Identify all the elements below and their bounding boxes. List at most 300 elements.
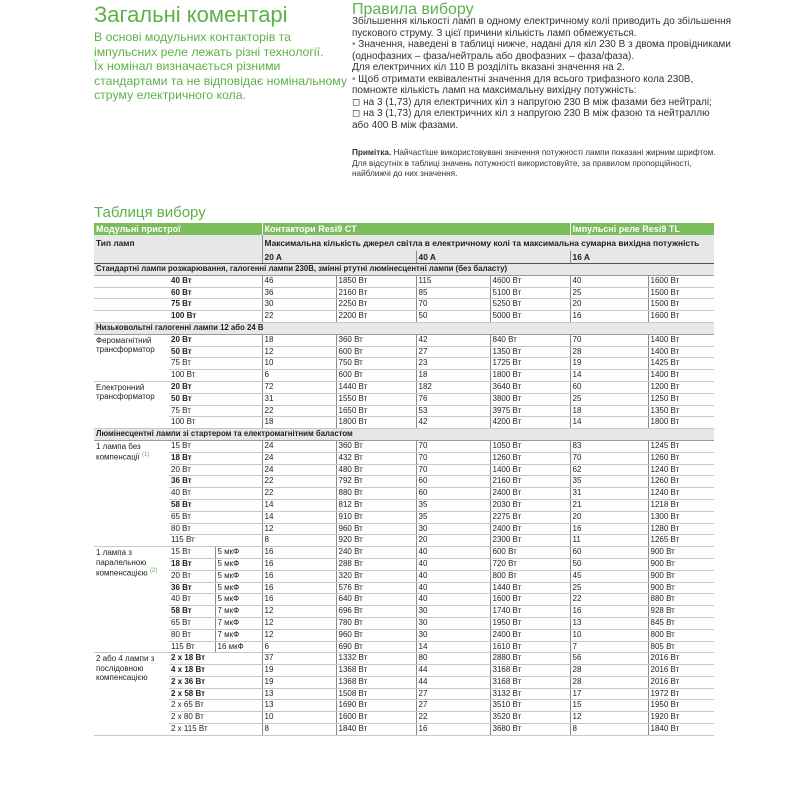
capacitor-value bbox=[215, 334, 262, 346]
lamp-power: 2 x 58 Вт bbox=[169, 688, 215, 700]
ct20-count: 18 bbox=[262, 417, 336, 429]
ct20-count: 31 bbox=[262, 393, 336, 405]
rules-line-text: Збільшення кількості ламп в одному електричному колі приводить до збільшення bbox=[352, 16, 732, 27]
tl16-count: 16 bbox=[570, 523, 648, 535]
ct40-count: 44 bbox=[416, 676, 490, 688]
ct40-power: 600 Вт bbox=[490, 547, 570, 559]
ct40-count: 40 bbox=[416, 594, 490, 606]
tl16-power: 1260 Вт bbox=[648, 452, 714, 464]
tl16-power: 1600 Вт bbox=[648, 311, 714, 323]
ct40-power: 2030 Вт bbox=[490, 499, 570, 511]
tl16-power: 1972 Вт bbox=[648, 688, 714, 700]
rules-line bbox=[352, 74, 731, 86]
capacitor-value bbox=[215, 299, 262, 311]
ct20-power: 1690 Вт bbox=[336, 700, 416, 712]
ct40-power: 800 Вт bbox=[490, 570, 570, 582]
ct40-count: 22 bbox=[416, 712, 490, 724]
ct20-power: 812 Вт bbox=[336, 499, 416, 511]
table-row bbox=[94, 334, 714, 346]
ct40-count: 35 bbox=[416, 499, 490, 511]
table-row bbox=[94, 358, 714, 370]
ct40-power: 1725 Вт bbox=[490, 358, 570, 370]
capacitor-value bbox=[215, 676, 262, 688]
ct40-power: 4600 Вт bbox=[490, 275, 570, 287]
tl16-count: 35 bbox=[570, 476, 648, 488]
capacitor-value bbox=[215, 523, 262, 535]
ct20-count: 12 bbox=[262, 523, 336, 535]
ct20-power: 1800 Вт bbox=[336, 417, 416, 429]
lamp-power: 2 x 80 Вт bbox=[169, 712, 215, 724]
tl16-power: 1240 Вт bbox=[648, 464, 714, 476]
ct40-count: 85 bbox=[416, 287, 490, 299]
tl16-count: 45 bbox=[570, 570, 648, 582]
ct40-power: 2400 Вт bbox=[490, 523, 570, 535]
lamp-power: 50 Вт bbox=[169, 393, 215, 405]
table-row bbox=[94, 499, 714, 511]
ct40-power: 720 Вт bbox=[490, 558, 570, 570]
tl16-count: 15 bbox=[570, 700, 648, 712]
lamp-group-label bbox=[94, 547, 169, 653]
capacitor-value bbox=[215, 405, 262, 417]
lamp-power: 2 x 65 Вт bbox=[169, 700, 215, 712]
lamp-power: 80 Вт bbox=[169, 629, 215, 641]
section-title: Стандартні лампи розжарювання, галогенні лампи 230В, змінні ртутні люмінесцентні лампи (без баласту) bbox=[94, 264, 714, 276]
lamp-group-empty bbox=[94, 311, 169, 323]
rules-line-text: або 400 В між фазами. bbox=[352, 119, 459, 131]
ct20-power: 640 Вт bbox=[336, 594, 416, 606]
ct40-power: 3800 Вт bbox=[490, 393, 570, 405]
ct20-power: 960 Вт bbox=[336, 523, 416, 535]
table-row bbox=[94, 700, 714, 712]
ct40-power: 840 Вт bbox=[490, 334, 570, 346]
tl16-power: 1500 Вт bbox=[648, 299, 714, 311]
ct40-count: 20 bbox=[416, 535, 490, 547]
ct20-count: 19 bbox=[262, 665, 336, 677]
ct40-count: 70 bbox=[416, 299, 490, 311]
ct40-power: 3520 Вт bbox=[490, 712, 570, 724]
general-comments-line: В основі модульних контакторів та bbox=[94, 30, 291, 44]
general-comments-line: струму електричного кола. bbox=[94, 88, 246, 102]
capacitor-value bbox=[215, 724, 262, 736]
tl16-count: 11 bbox=[570, 535, 648, 547]
tl16-power: 1240 Вт bbox=[648, 488, 714, 500]
section-row bbox=[94, 429, 714, 441]
capacitor-value bbox=[215, 488, 262, 500]
ct20-count: 8 bbox=[262, 535, 336, 547]
ct20-count: 14 bbox=[262, 499, 336, 511]
tl16-count: 40 bbox=[570, 275, 648, 287]
ct20-count: 30 bbox=[262, 299, 336, 311]
ct40-power: 2300 Вт bbox=[490, 535, 570, 547]
ct40-power: 1050 Вт bbox=[490, 440, 570, 452]
rules-line-text: помножте кількість ламп на максимальну вихідну потужність: bbox=[352, 85, 637, 96]
tl16-power: 800 Вт bbox=[648, 629, 714, 641]
capacitor-value bbox=[215, 417, 262, 429]
tl16-count: 28 bbox=[570, 665, 648, 677]
ct40-count: 80 bbox=[416, 653, 490, 665]
table-row bbox=[94, 488, 714, 500]
lamp-power: 2 x 36 Вт bbox=[169, 676, 215, 688]
tl16-power: 2016 Вт bbox=[648, 653, 714, 665]
tl16-power: 1265 Вт bbox=[648, 535, 714, 547]
tl16-count: 20 bbox=[570, 299, 648, 311]
ct40-count: 40 bbox=[416, 570, 490, 582]
tl16-power: 845 Вт bbox=[648, 617, 714, 629]
table-row bbox=[94, 558, 714, 570]
tl16-count: 19 bbox=[570, 358, 648, 370]
capacitor-value: 5 мкФ bbox=[215, 594, 262, 606]
tl16-count: 16 bbox=[570, 606, 648, 618]
lamp-type-label: Тип ламп bbox=[94, 235, 262, 251]
tl16-power: 1400 Вт bbox=[648, 346, 714, 358]
ct40-count: 40 bbox=[416, 582, 490, 594]
ct40-count: 50 bbox=[416, 311, 490, 323]
ct40-count: 60 bbox=[416, 488, 490, 500]
tl16-count: 31 bbox=[570, 488, 648, 500]
lamp-power: 2 x 115 Вт bbox=[169, 724, 215, 736]
ct20-count: 24 bbox=[262, 440, 336, 452]
lamp-group-label bbox=[94, 334, 169, 381]
lamp-group-label bbox=[94, 440, 169, 546]
ct40-count: 70 bbox=[416, 464, 490, 476]
rules-line-text: Для електричних кіл 110 В розділіть вказані значення на 2. bbox=[352, 62, 625, 73]
table-row bbox=[94, 417, 714, 429]
ct20-power: 792 Вт bbox=[336, 476, 416, 488]
tl16-power: 880 Вт bbox=[648, 594, 714, 606]
rules-line-text: ◻ на 3 (1,73) для електричних кіл з напругою 230 В між фазою та нейтраллю bbox=[352, 108, 710, 119]
ct40-count: 40 bbox=[416, 558, 490, 570]
tl16-power: 1200 Вт bbox=[648, 381, 714, 393]
ct20-count: 16 bbox=[262, 570, 336, 582]
ct40-count: 76 bbox=[416, 393, 490, 405]
ct40-power: 1610 Вт bbox=[490, 641, 570, 653]
header-modular-devices: Модульні пристрої bbox=[94, 223, 262, 235]
ct20-power: 432 Вт bbox=[336, 452, 416, 464]
tl16-power: 2016 Вт bbox=[648, 676, 714, 688]
ct40-power: 2400 Вт bbox=[490, 488, 570, 500]
lamp-power: 75 Вт bbox=[169, 358, 215, 370]
capacitor-value bbox=[215, 393, 262, 405]
lamp-power: 40 Вт bbox=[169, 594, 215, 606]
ct40-power: 5000 Вт bbox=[490, 311, 570, 323]
ct20-count: 22 bbox=[262, 405, 336, 417]
ct40-power: 3510 Вт bbox=[490, 700, 570, 712]
footnote-ref: (2) bbox=[149, 568, 158, 575]
lamp-power: 50 Вт bbox=[169, 346, 215, 358]
ct40-count: 53 bbox=[416, 405, 490, 417]
capacitor-value bbox=[215, 346, 262, 358]
tl16-count: 7 bbox=[570, 641, 648, 653]
ct20-count: 22 bbox=[262, 311, 336, 323]
rules-line bbox=[352, 28, 731, 40]
general-comments-line: стандартами та не відповідає номінальному bbox=[94, 73, 348, 88]
tl16-power: 1260 Вт bbox=[648, 476, 714, 488]
lamp-power: 36 Вт bbox=[169, 582, 215, 594]
table-row bbox=[94, 452, 714, 464]
lamp-power: 100 Вт bbox=[169, 311, 215, 323]
tl16-count: 56 bbox=[570, 653, 648, 665]
rules-line bbox=[352, 108, 731, 120]
tl16-count: 70 bbox=[570, 452, 648, 464]
ct20-power: 960 Вт bbox=[336, 629, 416, 641]
tl16-power: 1245 Вт bbox=[648, 440, 714, 452]
bullet-icon: • bbox=[352, 73, 356, 85]
section-title: Низьковольтні галогенні лампи 12 або 24 В bbox=[94, 322, 714, 334]
tl16-power: 1400 Вт bbox=[648, 334, 714, 346]
ct40-power: 1800 Вт bbox=[490, 370, 570, 382]
ct40-count: 182 bbox=[416, 381, 490, 393]
ct20-power: 780 Вт bbox=[336, 617, 416, 629]
ct20-power: 750 Вт bbox=[336, 358, 416, 370]
lamp-power: 18 Вт bbox=[169, 558, 215, 570]
ct40-power: 3640 Вт bbox=[490, 381, 570, 393]
ct40-count: 16 bbox=[416, 724, 490, 736]
ct20-power: 360 Вт bbox=[336, 440, 416, 452]
rules-line bbox=[352, 120, 731, 132]
ct40-count: 60 bbox=[416, 476, 490, 488]
lamp-power: 2 x 18 Вт bbox=[169, 653, 215, 665]
ct40-count: 44 bbox=[416, 665, 490, 677]
lamp-group-label bbox=[94, 381, 169, 428]
rules-line-text: Щоб отримати еквівалентні значення для всього трифазного кола 230В, bbox=[355, 73, 694, 85]
ct40-power: 1350 Вт bbox=[490, 346, 570, 358]
tl16-count: 60 bbox=[570, 381, 648, 393]
ct40-count: 27 bbox=[416, 346, 490, 358]
tl16-count: 25 bbox=[570, 393, 648, 405]
ct40-power: 4200 Вт bbox=[490, 417, 570, 429]
tl16-power: 1425 Вт bbox=[648, 358, 714, 370]
table-row bbox=[94, 511, 714, 523]
table-row bbox=[94, 653, 714, 665]
general-comments-title: Загальні коментарі bbox=[94, 2, 288, 27]
ct40-power: 2400 Вт bbox=[490, 629, 570, 641]
ct20-count: 12 bbox=[262, 617, 336, 629]
tl16-count: 28 bbox=[570, 346, 648, 358]
capacitor-value bbox=[215, 511, 262, 523]
capacitor-value bbox=[215, 688, 262, 700]
tl16-count: 83 bbox=[570, 440, 648, 452]
table-row bbox=[94, 665, 714, 677]
lamp-group-text: Феромагнітний трансформатор bbox=[96, 335, 155, 355]
table-ratings-row bbox=[94, 251, 714, 264]
general-comments-text bbox=[94, 30, 348, 103]
note-line: Найчастіше використовувані значення потужності лампи показані жирним шрифтом. bbox=[391, 148, 716, 157]
ct20-power: 1850 Вт bbox=[336, 275, 416, 287]
lamp-power: 115 Вт bbox=[169, 641, 215, 653]
ct20-power: 696 Вт bbox=[336, 606, 416, 618]
ct40-power: 2275 Вт bbox=[490, 511, 570, 523]
ct20-power: 1368 Вт bbox=[336, 665, 416, 677]
ct40-power: 5100 Вт bbox=[490, 287, 570, 299]
table-row bbox=[94, 346, 714, 358]
ct40-power: 2880 Вт bbox=[490, 653, 570, 665]
ct20-count: 8 bbox=[262, 724, 336, 736]
ct40-count: 27 bbox=[416, 700, 490, 712]
tl16-power: 1300 Вт bbox=[648, 511, 714, 523]
lamp-power: 65 Вт bbox=[169, 617, 215, 629]
ct40-count: 42 bbox=[416, 417, 490, 429]
ct40-power: 1600 Вт bbox=[490, 594, 570, 606]
ct40-power: 1260 Вт bbox=[490, 452, 570, 464]
ct40-power: 1740 Вт bbox=[490, 606, 570, 618]
table-row bbox=[94, 617, 714, 629]
tl16-count: 12 bbox=[570, 712, 648, 724]
general-comments-line: Їх номінал визначається різними bbox=[94, 59, 281, 73]
table-header-row bbox=[94, 223, 714, 235]
ct20-power: 2250 Вт bbox=[336, 299, 416, 311]
capacitor-value bbox=[215, 275, 262, 287]
ct20-count: 10 bbox=[262, 358, 336, 370]
rules-line bbox=[352, 51, 731, 63]
ct20-power: 690 Вт bbox=[336, 641, 416, 653]
lamp-group-label bbox=[94, 653, 169, 736]
tl16-power: 900 Вт bbox=[648, 558, 714, 570]
tl16-count: 13 bbox=[570, 617, 648, 629]
tl16-count: 22 bbox=[570, 594, 648, 606]
ct40-power: 1950 Вт bbox=[490, 617, 570, 629]
rules-line-text: пускового струму. З цієї причини кількість ламп обмежується. bbox=[352, 27, 637, 39]
ct20-power: 1332 Вт bbox=[336, 653, 416, 665]
table-row bbox=[94, 641, 714, 653]
tl16-power: 900 Вт bbox=[648, 582, 714, 594]
selection-rules-title: Правила вибору bbox=[352, 1, 474, 18]
capacitor-value bbox=[215, 311, 262, 323]
ct40-count: 18 bbox=[416, 370, 490, 382]
table-row bbox=[94, 535, 714, 547]
ct40-power: 1440 Вт bbox=[490, 582, 570, 594]
ct20-count: 10 bbox=[262, 712, 336, 724]
capacitor-value bbox=[215, 700, 262, 712]
ct40-count: 30 bbox=[416, 606, 490, 618]
ct40-count: 42 bbox=[416, 334, 490, 346]
table-row bbox=[94, 370, 714, 382]
lamp-power: 4 x 18 Вт bbox=[169, 665, 215, 677]
ct20-count: 16 bbox=[262, 582, 336, 594]
capacitor-value bbox=[215, 452, 262, 464]
table-row bbox=[94, 712, 714, 724]
rules-line bbox=[352, 97, 731, 109]
ct20-count: 14 bbox=[262, 511, 336, 523]
bullet-icon: • bbox=[352, 39, 356, 50]
ct20-count: 22 bbox=[262, 476, 336, 488]
ct20-count: 12 bbox=[262, 346, 336, 358]
table-row bbox=[94, 594, 714, 606]
table-row bbox=[94, 381, 714, 393]
lamp-power: 60 Вт bbox=[169, 287, 215, 299]
capacitor-value: 5 мкФ bbox=[215, 570, 262, 582]
ct20-count: 19 bbox=[262, 676, 336, 688]
ct40-count: 40 bbox=[416, 547, 490, 559]
note-line: Для відсутніх в таблиці значень потужності використовуйте, за правилом пропорційності, bbox=[352, 158, 692, 168]
section-row bbox=[94, 322, 714, 334]
general-comments-line: імпульсних реле лежать різні технології. bbox=[94, 44, 324, 59]
ct20-count: 36 bbox=[262, 287, 336, 299]
ct20-count: 6 bbox=[262, 641, 336, 653]
tl16-count: 62 bbox=[570, 464, 648, 476]
section-title: Люмінесцентні лампи зі стартером та електромагнітним баластом bbox=[94, 429, 714, 441]
tl16-power: 900 Вт bbox=[648, 547, 714, 559]
table-row bbox=[94, 676, 714, 688]
ct40-power: 3168 Вт bbox=[490, 676, 570, 688]
lamp-power: 40 Вт bbox=[169, 275, 215, 287]
ct20-power: 920 Вт bbox=[336, 535, 416, 547]
tl16-power: 805 Вт bbox=[648, 641, 714, 653]
footnote-ref: (1) bbox=[142, 452, 150, 459]
ct20-count: 72 bbox=[262, 381, 336, 393]
ct20-count: 24 bbox=[262, 464, 336, 476]
tl16-count: 25 bbox=[570, 582, 648, 594]
lamp-power: 20 Вт bbox=[169, 334, 215, 346]
lamp-power: 20 Вт bbox=[169, 381, 215, 393]
lamp-group-text: 1 лампа з паралельною компенсацією bbox=[96, 548, 148, 578]
table-row bbox=[94, 582, 714, 594]
tl16-count: 8 bbox=[570, 724, 648, 736]
tl16-power: 1500 Вт bbox=[648, 287, 714, 299]
ct20-power: 480 Вт bbox=[336, 464, 416, 476]
ct40-power: 2160 Вт bbox=[490, 476, 570, 488]
table-row bbox=[94, 606, 714, 618]
tl16-count: 14 bbox=[570, 417, 648, 429]
lamp-group-text: 1 лампа без компенсації bbox=[96, 441, 141, 463]
tl16-power: 1400 Вт bbox=[648, 370, 714, 382]
ct40-count: 70 bbox=[416, 440, 490, 452]
lamp-group-text: 2 або 4 лампи з послідовною компенсацією bbox=[96, 654, 155, 683]
ct20-power: 2160 Вт bbox=[336, 287, 416, 299]
ct40-power: 3975 Вт bbox=[490, 405, 570, 417]
ct20-count: 16 bbox=[262, 558, 336, 570]
ct20-power: 1650 Вт bbox=[336, 405, 416, 417]
capacitor-value: 7 мкФ bbox=[215, 606, 262, 618]
tl16-power: 1950 Вт bbox=[648, 700, 714, 712]
tl16-count: 17 bbox=[570, 688, 648, 700]
ct40-count: 30 bbox=[416, 523, 490, 535]
tl16-power: 900 Вт bbox=[648, 570, 714, 582]
capacitor-value bbox=[215, 381, 262, 393]
table-row bbox=[94, 724, 714, 736]
capacitor-value: 7 мкФ bbox=[215, 629, 262, 641]
capacitor-value bbox=[215, 535, 262, 547]
ct20-power: 1550 Вт bbox=[336, 393, 416, 405]
table-row bbox=[94, 275, 714, 287]
tl16-count: 10 bbox=[570, 629, 648, 641]
table-description: Максимальна кількість джерел світла в електричному колі та максимальна сумарна вихідна потужність bbox=[262, 235, 714, 251]
lamp-power: 115 Вт bbox=[169, 535, 215, 547]
tl16-count: 25 bbox=[570, 287, 648, 299]
ct40-count: 23 bbox=[416, 358, 490, 370]
rules-line-text: ◻ на 3 (1,73) для електричних кіл з напругою 230 В між фазами без нейтралі; bbox=[352, 96, 712, 108]
table-subheader-row bbox=[94, 235, 714, 251]
rating-ct-20a: 20 A bbox=[262, 251, 416, 264]
section-row bbox=[94, 264, 714, 276]
ct40-count: 70 bbox=[416, 452, 490, 464]
capacitor-value bbox=[215, 712, 262, 724]
capacitor-value bbox=[215, 370, 262, 382]
ct20-count: 18 bbox=[262, 334, 336, 346]
lamp-power: 100 Вт bbox=[169, 370, 215, 382]
capacitor-value bbox=[215, 476, 262, 488]
ct20-power: 576 Вт bbox=[336, 582, 416, 594]
tl16-power: 1800 Вт bbox=[648, 417, 714, 429]
ct20-power: 320 Вт bbox=[336, 570, 416, 582]
lamp-power: 15 Вт bbox=[169, 440, 215, 452]
ct40-power: 3132 Вт bbox=[490, 688, 570, 700]
ct20-power: 360 Вт bbox=[336, 334, 416, 346]
lamp-power: 80 Вт bbox=[169, 523, 215, 535]
table-row bbox=[94, 688, 714, 700]
lamp-power: 36 Вт bbox=[169, 476, 215, 488]
ratings-spacer bbox=[94, 251, 262, 264]
ct20-count: 24 bbox=[262, 452, 336, 464]
